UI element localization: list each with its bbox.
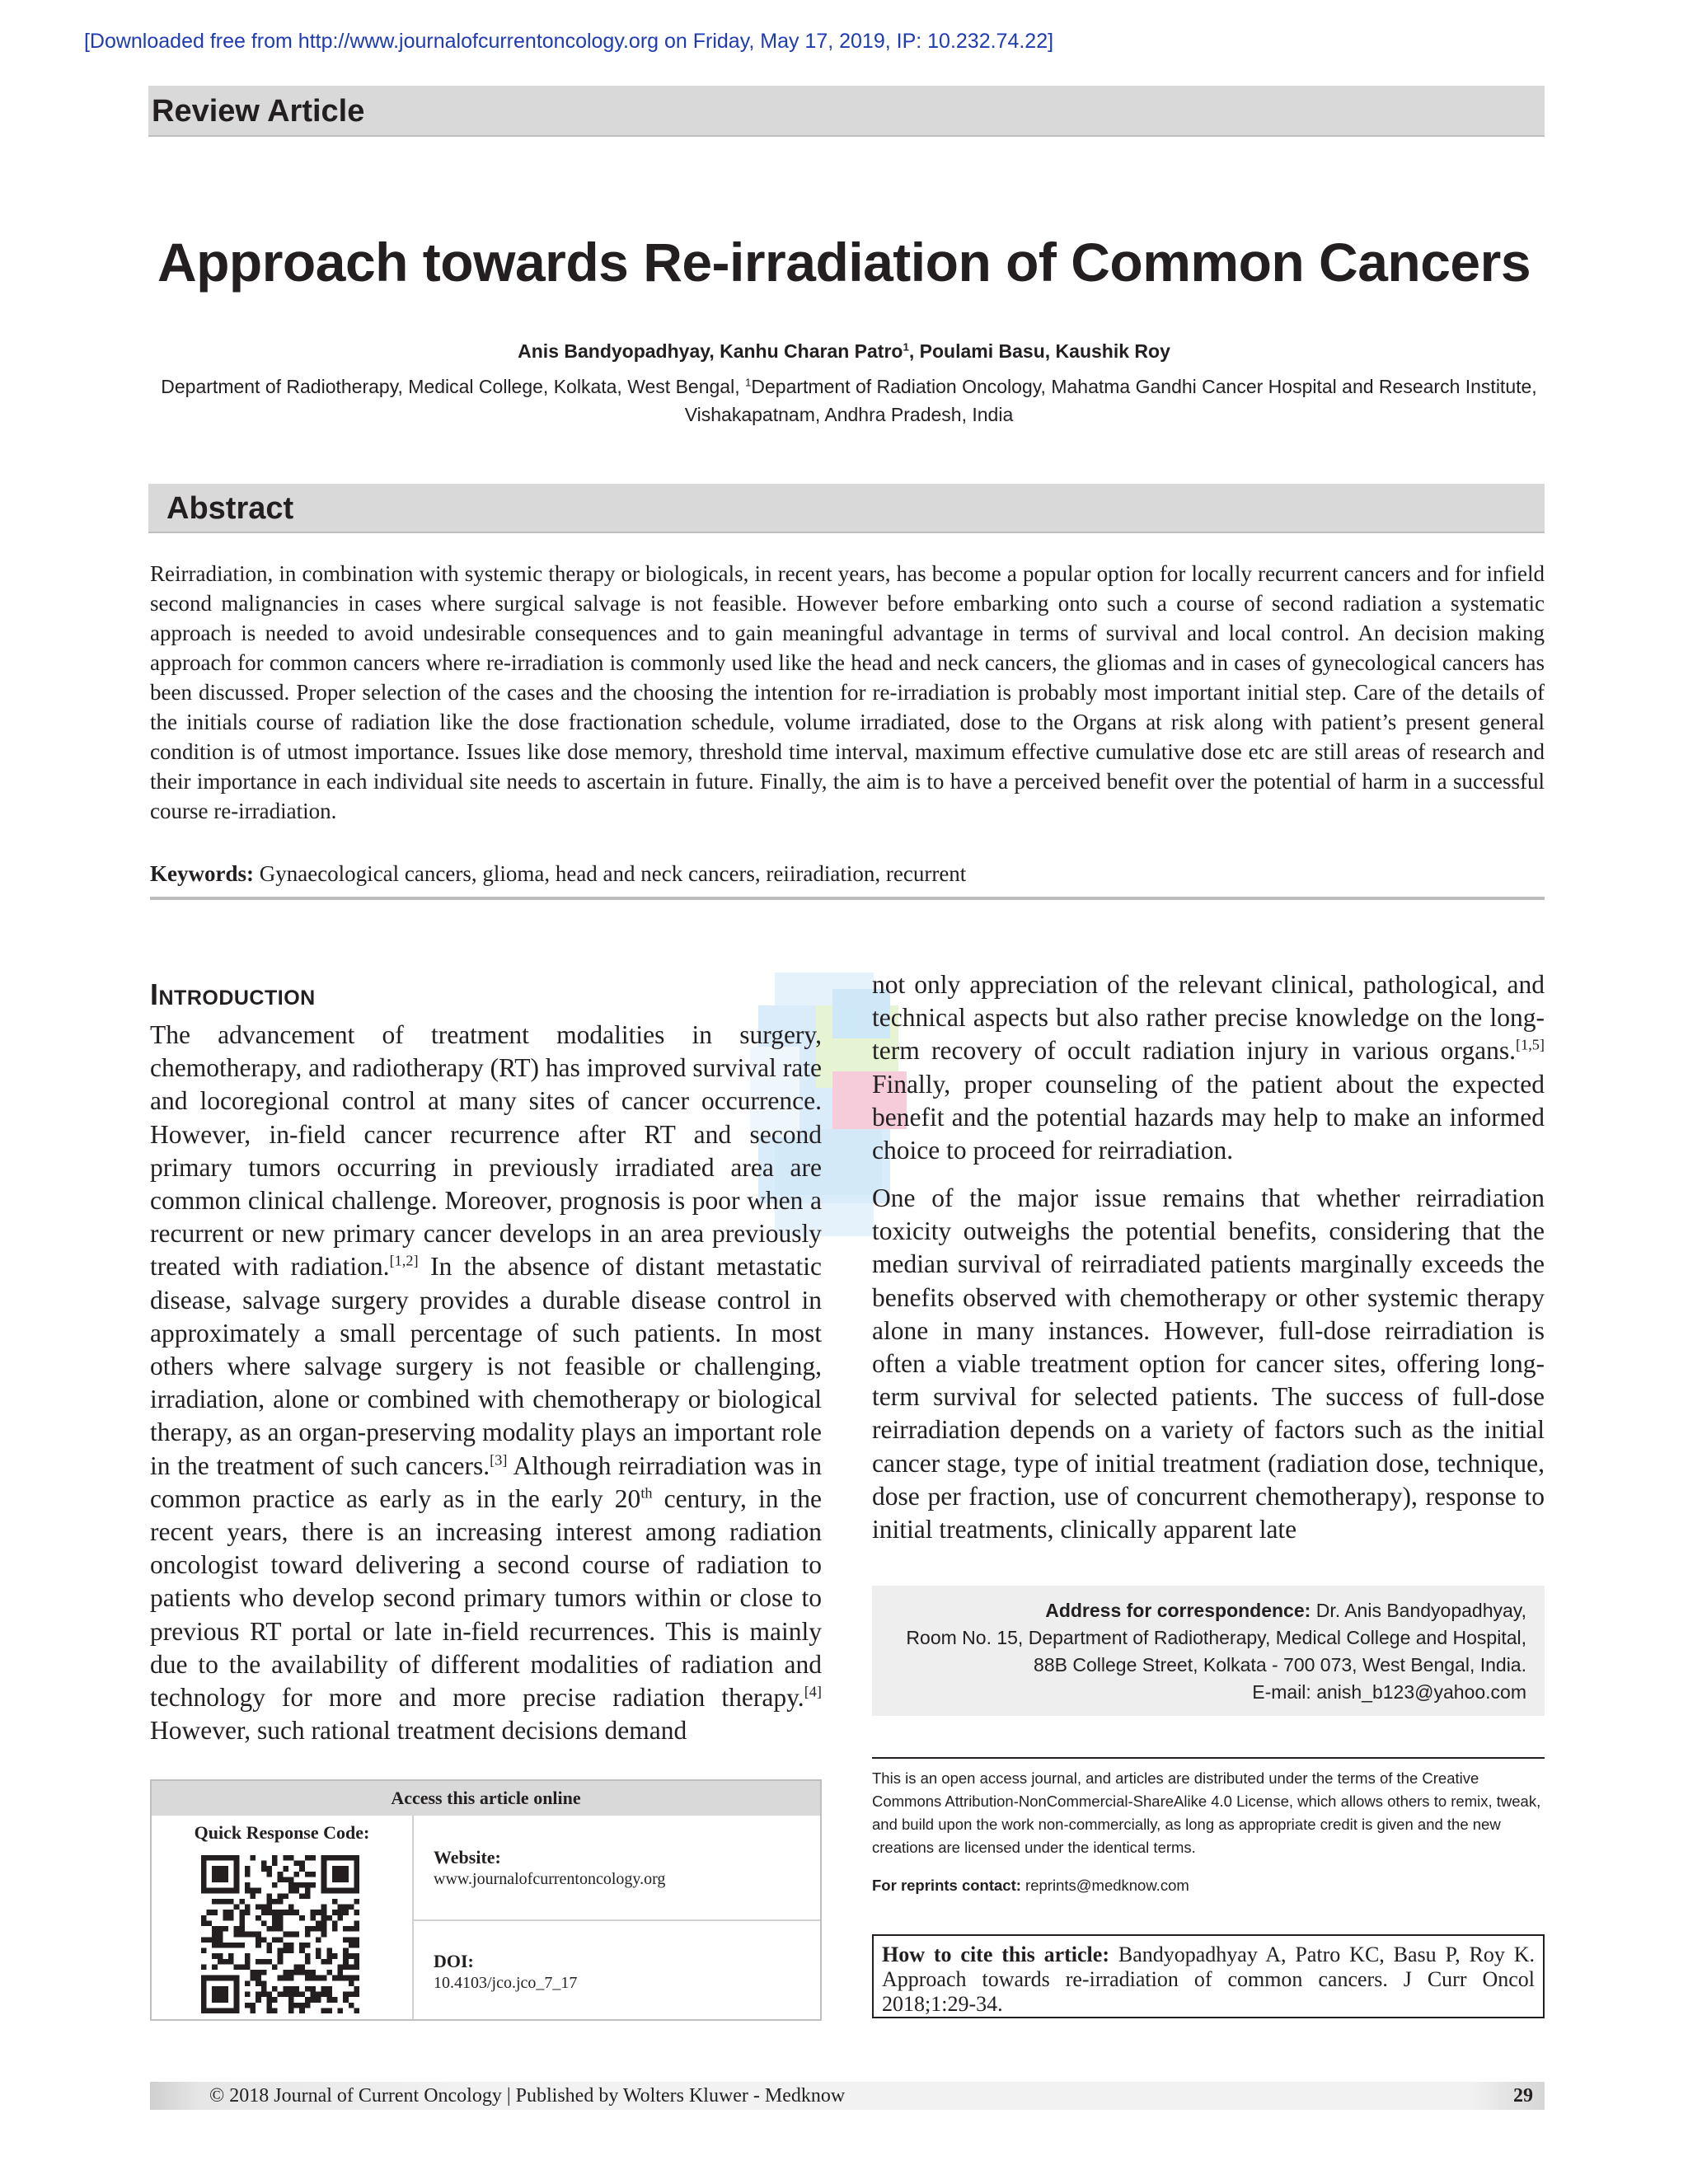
citation-1-2: [1,2]	[389, 1252, 419, 1269]
abstract-heading-bar	[148, 484, 1545, 533]
doi-link[interactable]: 10.4103/jco.jco_7_17	[434, 1974, 578, 1992]
affiliation	[157, 373, 1541, 429]
page-number: 29	[1513, 2085, 1533, 2107]
access-box-vertical-divider	[412, 1816, 414, 2019]
website-label: Website:	[434, 1847, 501, 1868]
article-title: Approach towards Re-irradiation of Common Cancers	[157, 232, 1531, 293]
doi-label: DOI:	[434, 1951, 474, 1971]
access-online-box	[150, 1779, 822, 2021]
page-footer	[150, 2082, 1545, 2110]
reprints-label: For reprints contact:	[872, 1877, 1021, 1894]
footer-copyright: © 2018 Journal of Current Oncology | Published by Wolters Kluwer - Medknow	[209, 2085, 846, 2107]
website-link[interactable]: www.journalofcurrentoncology.org	[434, 1870, 666, 1888]
keywords	[150, 859, 1545, 888]
introduction-right-paragraph-1	[872, 968, 1545, 1167]
ordinal-suffix: th	[640, 1484, 653, 1502]
abstract-heading: Abstract	[166, 491, 294, 526]
intro-text-5: However, such rational treatment decisions demand	[150, 1716, 687, 1746]
license-divider	[872, 1757, 1545, 1759]
correspondence-line-3: 88B College Street, Kolkata - 700 073, West Bengal, India.	[1034, 1654, 1526, 1675]
keywords-list: Gynaecological cancers, glioma, head and neck cancers, reiiradiation, recurrent	[253, 861, 967, 886]
citation-3: [3]	[490, 1451, 508, 1469]
intro-text-3: Although reirradiation was in common practice as early as in the early 20	[150, 1451, 822, 1513]
citation-box	[872, 1934, 1545, 2018]
access-online-heading: Access this article online	[152, 1781, 820, 1816]
introduction-paragraph-1	[150, 1019, 822, 1747]
intro-text-1: The advancement of treatment modalities in surgery, chemotherapy, and radiotherapy (RT) has improved survival rate and locoregional control at many sites of cancer occurrence. However, in-field cancer recurrence after RT and second primary tumors occurring in previously irradiated area are common clinical challenge. Moreover, prognosis is poor when a recurrent or new primary cancer develops in an area previously treated with radiation.	[150, 1020, 822, 1282]
correspondence-line-2: Room No. 15, Department of Radiotherapy, Medical College and Hospital,	[906, 1627, 1526, 1648]
affiliation-part1: Department of Radiotherapy, Medical College, Kolkata, West Bengal,	[161, 376, 745, 397]
intro-text-2: In the absence of distant metastatic disease, salvage surgery provides a durable disease control in approximately a small percentage of such patients. In most others where salvage surgery is not feasible or challenging, irradiation, alone or combined with chemotherapy or biological therapy, as an organ-preserving modality plays an important role in the treatment of such cancers.	[150, 1252, 822, 1480]
authors-part2: , Poulami Basu, Kaushik Roy	[908, 340, 1170, 362]
cite-text: Bandyopadhyay A, Patro KC, Basu P, Roy K. Approach towards re-irradiation of common cancers. J Curr Oncol 2018;1:29-34.	[882, 1943, 1536, 2016]
article-type-label: Review Article	[152, 94, 365, 129]
article-type-bar	[148, 86, 1545, 137]
download-banner[interactable]: [Downloaded free from http://www.journalofcurrentoncology.org on Friday, May 17, 2019, IP: 10.232.74.22]	[83, 30, 1054, 53]
access-box-horizontal-divider	[414, 1919, 820, 1921]
intro-right-text-3: One of the major issue remains that whether reirradiation toxicity outweighs the potential benefits, considering that the median survival of reirradiated patients marginally exceeds the benefits observed with chemotherapy or other systemic therapy alone in many instances. However, full-dose reirradiation is often a viable treatment option for cancer sites, offering long-term survival for selected patients. The success of full-dose reirradiation depends on a variety of factors such as the initial cancer stage, type of initial treatment (radiation dose, technique, dose per fraction, use of concurrent chemotherapy), response to initial treatments, clinically apparent late	[872, 1183, 1545, 1544]
correspondence-label: Address for correspondence:	[1045, 1600, 1311, 1621]
license-text: This is an open access journal, and articles are distributed under the terms of the Creative Commons Attribution-NonCommercial-ShareAlike 4.0 License, which allows others to remix, tweak, and build upon the work non-commercially, as long as appropriate credit is given and the new creations are licensed under the identical terms.	[872, 1769, 1541, 1856]
author-list	[0, 340, 1688, 363]
qr-code-icon[interactable]	[201, 1855, 359, 2013]
keywords-label: Keywords:	[150, 861, 254, 886]
authors-part1: Anis Bandyopadhyay, Kanhu Charan Patro	[518, 340, 903, 362]
reprints-contact	[872, 1874, 1545, 1897]
introduction-left-column	[150, 1019, 822, 1747]
abstract-text: Reirradiation, in combination with systemic therapy or biologicals, in recent years, has become a popular option for locally recurrent cancers and for infield second malignancies in cases where surgical salvage is not feasible. However before embarking onto such a course of second radiation a systematic approach is needed to avoid undesirable consequences and to gain meaningful advantage in terms of survival and local control. An decision making approach for common cancers where re-irradiation is commonly used like the head and neck cancers, the gliomas and in cases of gynecological cancers has been discussed. Proper selection of the cases and the choosing the intention for re-irradiation is probably most important initial step. Care of the details of the initials course of radiation like the dose fractionation schedule, volume irradiated, dose to the Organs at risk along with patient’s present general condition is of utmost importance. Issues like dose memory, threshold time interval, maximum effective cumulative dose etc are still areas of research and their importance in each individual site needs to ascertain in future. Finally, the aim is to have a perceived benefit over the potential of harm in a successful course re-irradiation.	[150, 561, 1545, 823]
introduction-heading	[150, 977, 316, 1012]
reprints-email[interactable]: reprints@medknow.com	[1020, 1877, 1189, 1894]
keywords-divider	[150, 897, 1545, 900]
authors-affiliation-mark: 1	[903, 340, 909, 354]
qr-code-label: Quick Response Code:	[194, 1822, 370, 1843]
citation-1-5: [1,5]	[1516, 1036, 1545, 1053]
intro-right-text-1: not only appreciation of the relevant clinical, pathological, and technical aspects but also rather precise knowledge on the long-term recovery of occult radiation injury in various organs.	[872, 970, 1545, 1066]
intro-right-text-2: Finally, proper counseling of the patient about the expected benefit and the potential hazards may help to make an informed choice to proceed for reirradiation.	[872, 1069, 1545, 1165]
intro-text-4: century, in the recent years, there is an increasing interest among radiation oncologist toward delivering a second course of radiation to patients who develop second primary tumors within or close to previous RT portal or late in-field recurrences. This is mainly due to the availability of different modalities of radiation and technology for more and more precise radiation therapy.	[150, 1483, 822, 1713]
affiliation-mark: 1	[744, 376, 752, 389]
cite-label: How to cite this article:	[882, 1943, 1109, 1966]
introduction-right-paragraph-2	[872, 1182, 1545, 1546]
affiliation-part2: Department of Radiation Oncology, Mahatma Gandhi Cancer Hospital and Research Institute, Vishakapatnam, Andhra Pradesh, India	[684, 376, 1537, 425]
correspondence-name: Dr. Anis Bandyopadhyay,	[1311, 1600, 1526, 1621]
correspondence-box	[872, 1586, 1545, 1716]
correspondence-email[interactable]: E-mail: anish_b123@yahoo.com	[1252, 1681, 1526, 1703]
citation-4: [4]	[804, 1683, 822, 1700]
introduction-heading-text: Introduction	[150, 977, 316, 1011]
